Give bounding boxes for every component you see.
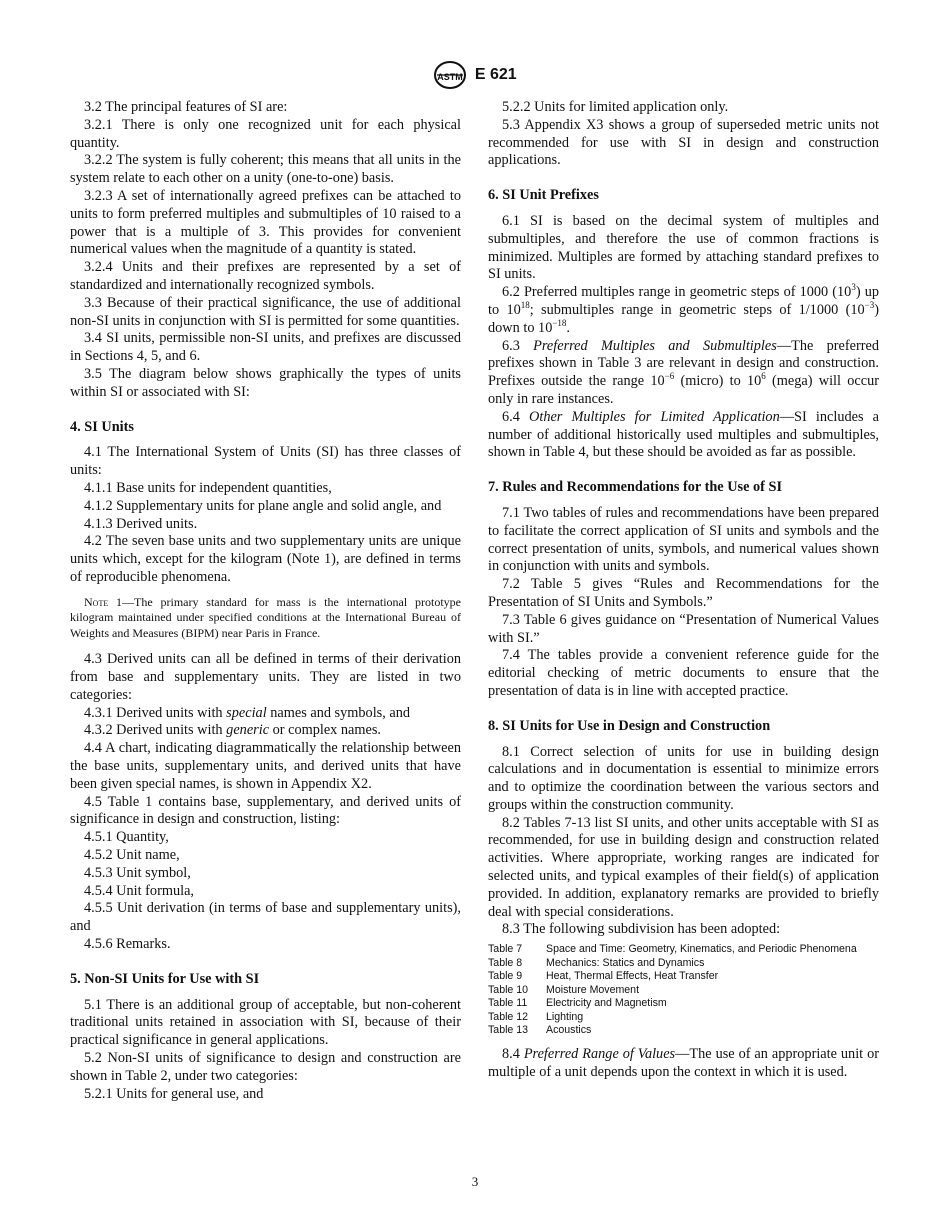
list-item: Table 10 Moisture Movement [488,983,640,996]
para-4-5-6: 4.5.6 Remarks. [84,935,171,952]
para-4-5-1: 4.5.1 Quantity, [84,829,169,846]
para-4-1-3: 4.1.3 Derived units. [84,515,198,532]
para-3-2: 3.2 The principal features of SI are: [84,99,288,115]
para-6-1: 6.1 SI is based on the decimal system of multiples and submultiples, and therefore the use of common fractions is minimized. Multiples are formed by attaching standard prefixes to SI units. [488,212,879,283]
para-3-2-1: 3.2.1 There is only one recognized unit for each physical quantity. [70,116,461,151]
para-3-3: 3.3 Because of their practical significance, the use of additional non-SI units in conjunction with SI is permitted for some quantities. [70,294,461,329]
para-7-3: 7.3 Table 6 gives guidance on “Presentation of Numerical Values with SI.” [488,611,879,646]
list-item: Table 8 Mechanics: Statics and Dynamics [488,956,705,969]
para-4-5-5: 4.5.5 Unit derivation (in terms of base and supplementary units), and [70,900,461,935]
list-item: Table 11 Electricity and Magnetism [488,997,667,1010]
para-8-2: 8.2 Tables 7-13 list SI units, and other units acceptable with SI as recommended, for use in building design and construction related activities. Where appropriate, working ranges are indicated for selected units, and typical examples of their field(s) of application provided. In addition, explanatory remarks are provided to briefly deal with special considerations. [488,814,879,920]
right-column [488,99,879,1081]
para-4-3: 4.3 Derived units can all be defined in terms of their derivation from base and supplementary units. They are listed in two categories: [70,651,461,703]
list-item: Table 9 Heat, Thermal Effects, Heat Transfer [488,970,719,983]
para-4-5-4: 4.5.4 Unit formula, [84,882,194,899]
para-3-5: 3.5 The diagram below shows graphically the types of units within SI or associated with SI: [70,365,461,400]
para-4-3-1: 4.3.1 Derived units with special names and symbols, and [84,704,411,721]
para-4-5-2: 4.5.2 Unit name, [84,846,180,863]
para-4-3-2: 4.3.2 Derived units with generic or complex names. [84,722,382,739]
para-3-2-3: 3.2.3 A set of internationally agreed prefixes can be attached to units to form preferred multiples and submultiples of 10 raised to a power that is a multiple of 3. This provides for convenient numerical values when the magnitude of a quantity is stated. [70,187,461,258]
para-3-2-2: 3.2.2 The system is fully coherent; this means that all units in the system relate to each other on a unity (one-to-one) basis. [70,152,461,187]
note-label: Note [84,594,109,609]
astm-logo-icon [433,60,467,90]
para-4-4: 4.4 A chart, indicating diagrammatically the relationship between the base units, supplementary units, and derived units that have been given special names, is shown in Appendix X2. [70,740,461,792]
list-item: Table 13 Acoustics [488,1024,592,1037]
para-8-3: 8.3 The following subdivision has been adopted: [502,921,781,938]
para-8-1: 8.1 Correct selection of units for use in building design calculations and in documentation is essential to minimize errors and to optimize the coordination between the various sectors and groups within the construction community. [488,743,879,813]
para-4-1-1: 4.1.1 Base units for independent quantities, [84,479,332,496]
note-text: 1—The primary standard for mass is the international prototype kilogram maintained under specified conditions at the International Bureau of Weights and Measures (BIPM) near Paris in France. [70,594,462,640]
designation: E 621 [474,66,517,84]
para-4-2: 4.2 The seven base units and two supplementary units are unique units which, except for the kilogram (Note 1), are defined in terms of reproducible phenomena. [70,533,461,585]
para-5-2: 5.2 Non-SI units of significance to design and construction are shown in Table 2, under two categories: [70,1049,461,1084]
para-5-3: 5.3 Appendix X3 shows a group of superseded metric units not recommended for use with SI in design and construction applications. [488,116,879,169]
logo-text: ASTM [437,72,464,82]
para-6-3: 6.3 Preferred Multiples and Submultiples—The preferred prefixes shown in Table 3 are relevant in design and construction. Prefixes outside the range $10^{-6}$ (micro) to $10^6$ (mega) will occur only in rare instances. [488,337,880,407]
para-6-2: 6.2 Preferred multiples range in geometric steps of 1000 $(10^3)$ up to $10^{18}$; submultiples range in geometric steps of 1/1000 $(10^{-3})$ down to $10^{-18}$. [488,282,879,336]
list-item: Table 12 Lighting [488,1010,584,1023]
para-7-4: 7.4 The tables provide a convenient reference guide for the editorial checking of metric documents to ensure that the presentation of data is in line with accepted practice. [488,647,879,699]
list-item: Table 7 Space and Time: Geometry, Kinematics, and Periodic Phenomena [488,943,857,956]
para-6-4: 6.4 Other Multiples for Limited Application—SI includes a number of additional historically used multiples and submultiples, shown in Table 4, but these should be avoided as far as possible. [488,408,879,461]
section-6-heading: 6. SI Unit Prefixes [488,187,599,204]
para-7-2: 7.2 Table 5 gives “Rules and Recommendations for the Presentation of SI Units and Symbols.” [488,576,879,610]
para-4-1: 4.1 The International System of Units (SI) has three classes of units: [70,444,461,479]
page-header [0,60,950,90]
page-number: 3 [471,1174,479,1189]
para-3-4: 3.4 SI units, permissible non-SI units, and prefixes are discussed in Sections 4, 5, and 6. [70,330,461,365]
section-5-heading: 5. Non-SI Units for Use with SI [70,970,260,987]
para-7-1: 7.1 Two tables of rules and recommendations have been prepared to facilitate the correct application of SI units and symbols and the correct presentation of units, symbols, and numerical values shown in conjunction with units and symbols. [488,504,879,575]
para-4-5-3: 4.5.3 Unit symbol, [84,864,191,881]
para-4-5: 4.5 Table 1 contains base, supplementary, and derived units of significance in design and construction, listing: [70,793,461,828]
section-7-heading: 7. Rules and Recommendations for the Use of SI [488,479,783,496]
note-1 [70,595,461,642]
para-4-1-2: 4.1.2 Supplementary units for plane angle and solid angle, and [84,497,442,514]
section-8-heading: 8. SI Units for Use in Design and Construction [488,717,771,734]
para-5-2-2: 5.2.2 Units for limited application only. [502,99,729,115]
left-column [70,99,461,1103]
para-3-2-4: 3.2.4 Units and their prefixes are represented by a set of standardized and internationally recognized symbols. [70,259,461,293]
table-list [488,943,879,1038]
para-5-2-1: 5.2.1 Units for general use, and [84,1085,264,1102]
section-4-heading: 4. SI Units [70,418,134,435]
para-5-1: 5.1 There is an additional group of acceptable, but non-coherent traditional units retained in association with SI, because of their practical significance in general applications. [70,996,461,1049]
para-8-4: 8.4 Preferred Range of Values—The use of an appropriate unit or multiple of a unit depends upon the context in which it is used. [488,1045,879,1080]
